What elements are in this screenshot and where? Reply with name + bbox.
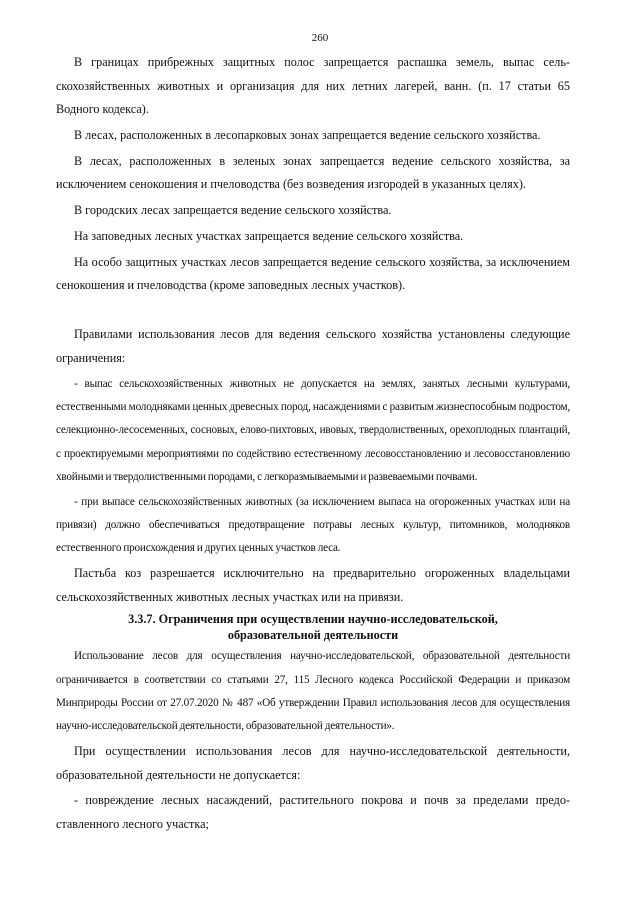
list-item: - повреждение лесных насаждений, растительного покрова и почв за пределами предоставленного лесного участка; [56,793,570,831]
list-item: - выпас сельскохозяйственных животных не допускается на землях, занятых лесными культурами, естественными молодняками ценных древесных пород, насаждениями с развитым жизнеспособным подростом, селекционно-лесосеменных, сосновых, елово-пихтовых, ивовых, твердолиственных, орехоплодных плантаций, с проектируемыми мероприятиями по содействию естественному лесовосстановлению и лесовосстановлению хвойными и твердолиственными породами, с легкоразмываемыми и развеваемыми почвами. [56,377,570,483]
section-heading [56,612,570,643]
paragraph: В городских лесах запрещается ведение сельского хозяйства. [74,203,392,218]
paragraph: Пастьба коз разрешается исключительно на предварительно огороженных владельцами сельскохозяйственных животных лесных участках или на привязи. [56,566,570,604]
paragraph: В лесах, расположенных в зеленых зонах запрещается ведение сельского хозяйства, за исключением сенокошения и пчеловодства (без возведения изгородей в указанных целях). [56,153,570,192]
section-heading-line2: образовательной деятельности [227,627,399,642]
paragraph: При осуществлении использования лесов для научно-исследовательской деятельности, образовательной деятельности не допускается: [56,744,570,782]
section-heading-line1: 3.3.7. Ограничения при осуществлении научно-исследовательской, [128,612,498,627]
paragraph: Правилами использования лесов для ведения сельского хозяйства установлены следующие ограничения: [56,327,570,365]
paragraph: На заповедных лесных участках запрещается ведение сельского хозяйства. [74,229,464,244]
paragraph: На особо защитных участках лесов запрещается ведение сельского хозяйства, за исключением сенокошения и пчеловодства (кроме заповедных лесных участков). [56,254,570,293]
page-number: 260 [311,32,329,44]
list-item: - при выпасе сельскохозяйственных животных (за исключением выпаса на огороженных участках или на привязи) должно обеспечиваться предотвращение потравы лесных культур, питомников, молодняков естественного происхождения и других ценных участков леса. [56,495,570,555]
paragraph: В границах прибрежных защитных полос запрещается распашка земель, выпас сельскохозяйственных животных и организация для них летних лагерей, ванн. (п. 17 статьи 65 Водного кодекса). [56,55,570,116]
blank-line [56,300,570,323]
paragraph: В лесах, расположенных в лесопарковых зонах запрещается ведение сельского хозяйства. [74,127,541,142]
page-body [56,51,570,839]
paragraph: Использование лесов для осуществления научно-исследовательской, образовательной деятельности ограничивается в соответствии со статьями 27, 115 Лесного кодекса Российской Федерации и приказом Минприроды России от 27.07.2020 № 487 «Об утверждении Правил использования лесов для осуществления научно-исследовательской деятельности, образовательной деятельности». [56,650,570,733]
